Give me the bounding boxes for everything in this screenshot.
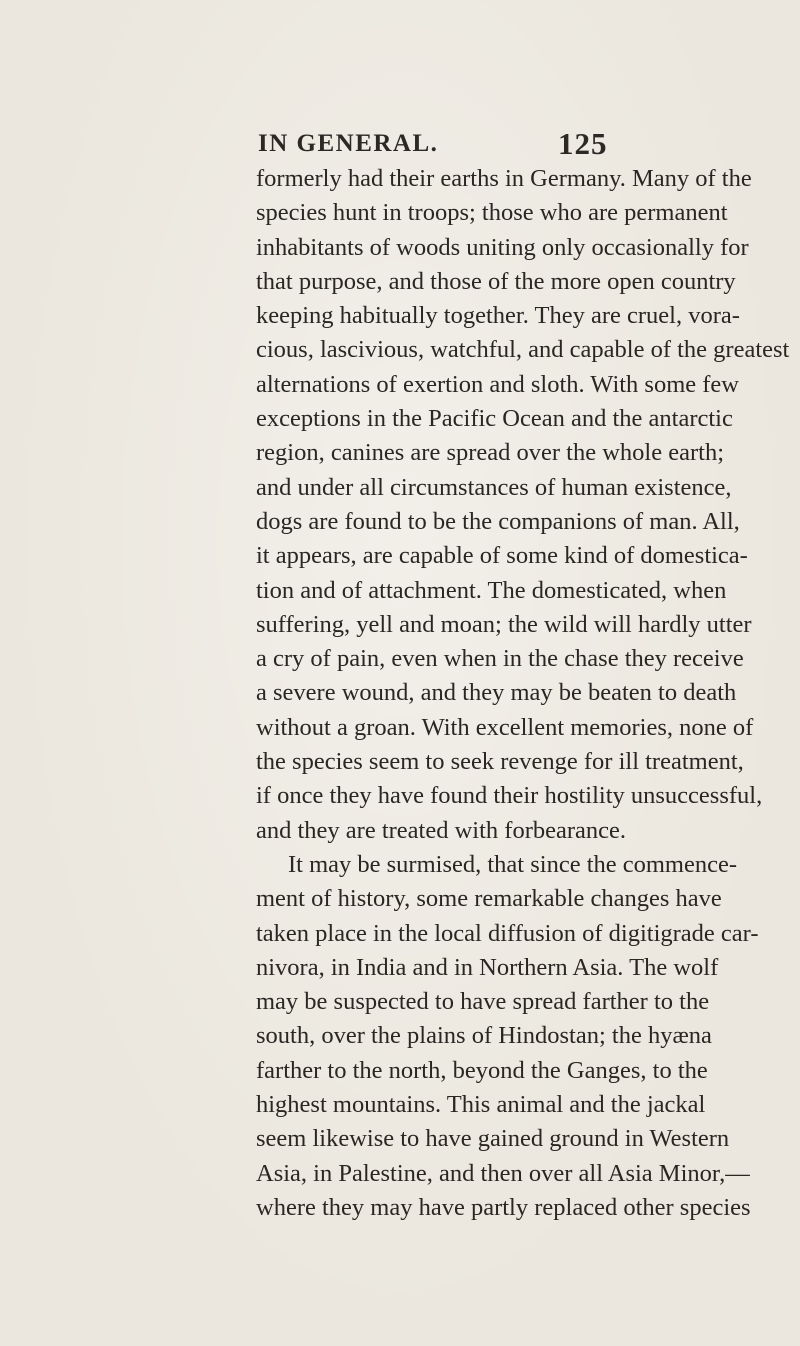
text-line: keeping habitually together. They are cruel, vora- <box>256 302 740 330</box>
text-line: alternations of exertion and sloth. With some few <box>256 370 740 398</box>
text-line: Asia, in Palestine, and then over all Asia Minor,— <box>256 1159 750 1187</box>
text-line: if once they have found their hostility unsuccessful, <box>256 782 763 810</box>
text-line: that purpose, and those of the more open country <box>256 267 736 295</box>
text-line: highest mountains. This animal and the jackal <box>256 1091 706 1119</box>
text-line: a severe wound, and they may be beaten to death <box>256 679 737 707</box>
paragraph-start-line: It may be surmised, that since the commence- <box>288 850 738 878</box>
running-head-title: IN GENERAL. <box>258 130 439 157</box>
text-line: ment of history, some remarkable changes have <box>256 885 722 913</box>
running-head <box>0 118 800 161</box>
text-line: region, canines are spread over the whole earth; <box>256 439 725 467</box>
text-line: inhabitants of woods uniting only occasionally for <box>256 233 749 261</box>
text-line: the species seem to seek revenge for ill treatment, <box>256 748 744 776</box>
text-line: seem likewise to have gained ground in Western <box>256 1125 730 1153</box>
text-line: exceptions in the Pacific Ocean and the antarctic <box>256 405 733 433</box>
text-line: suffering, yell and moan; the wild will hardly utter <box>256 610 752 638</box>
text-line: formerly had their earths in Germany. Many of the <box>256 165 752 192</box>
paragraph-end-line: and they are treated with forbearance. <box>256 816 627 844</box>
text-line: it appears, are capable of some kind of domestica- <box>256 542 748 570</box>
text-line: a cry of pain, even when in the chase they receive <box>256 645 744 673</box>
body-text <box>256 162 790 1225</box>
text-line: species hunt in troops; those who are permanent <box>256 199 728 227</box>
page-number: 125 <box>558 126 608 161</box>
text-line: cious, lascivious, watchful, and capable of the greatest <box>256 336 790 364</box>
text-line: and under all circumstances of human existence, <box>256 473 732 501</box>
text-line: without a groan. With excellent memories, none of <box>256 713 754 741</box>
text-line: dogs are found to be the companions of man. All, <box>256 507 740 535</box>
text-line: taken place in the local diffusion of digitigrade car- <box>256 919 759 947</box>
text-line: where they may have partly replaced other species <box>256 1193 751 1221</box>
text-line: nivora, in India and in Northern Asia. The wolf <box>256 953 719 981</box>
text-line: farther to the north, beyond the Ganges, to the <box>256 1056 708 1084</box>
text-line: tion and of attachment. The domesticated, when <box>256 576 727 604</box>
text-line: south, over the plains of Hindostan; the hyæna <box>256 1022 712 1050</box>
text-line: may be suspected to have spread farther to the <box>256 988 710 1016</box>
